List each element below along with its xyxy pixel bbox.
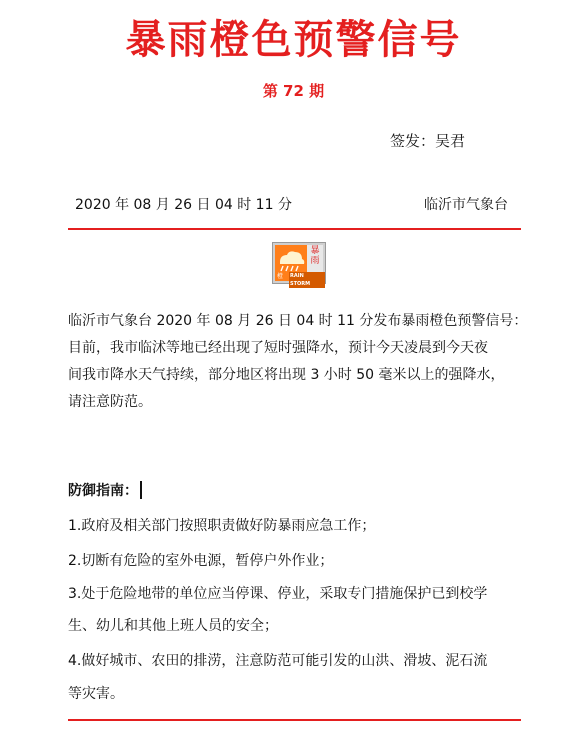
bottom-divider (68, 719, 521, 721)
body-line: 临沂市气象台 2020 年 08 月 26 日 04 时 11 分发布暴雨橙色预警信号： (68, 313, 528, 329)
issuing-agency: 临沂市气象台 (424, 197, 508, 213)
warning-title: 暴雨橙色预警信号 (125, 16, 462, 63)
guide-item: 3.处于危险地带的单位应当停课、停业，采取专门措施保护已到校学 (68, 586, 488, 602)
issue-datetime: 2020 年 08 月 26 日 04 时 11 分 (75, 197, 292, 213)
guide-item: 4.做好城市、农田的排涝，注意防范可能引发的山洪、滑坡、泥石流 (68, 653, 488, 669)
body-line: 目前，我市临沭等地已经出现了短时强降水，预计今天凌晨到今天夜 (68, 340, 488, 356)
guide-heading (68, 480, 142, 500)
guide-item: 生、幼儿和其他上班人员的安全； (68, 618, 278, 634)
badge-color-label: 橙 (277, 273, 284, 280)
badge-en-text: RAIN STORM (289, 272, 325, 288)
text-cursor[interactable] (140, 481, 142, 499)
body-line: 请注意防范。 (68, 394, 152, 410)
signer: 签发：吴君 (390, 132, 466, 150)
body-line: 间我市降水天气持续，部分地区将出现 3 小时 50 毫米以上的强降水， (68, 367, 505, 383)
badge-cn-text: 暴雨 (310, 246, 320, 266)
rainstorm-orange-warning-icon (272, 242, 326, 287)
guide-item: 2.切断有危险的室外电源，暂停户外作业； (68, 553, 334, 569)
issue-number: 第 72 期 (262, 82, 325, 100)
guide-item: 等灾害。 (68, 686, 124, 702)
top-divider (68, 228, 521, 230)
guide-heading-text: 防御指南： (68, 483, 138, 499)
guide-item: 1.政府及相关部门按照职责做好防暴雨应急工作； (68, 518, 376, 534)
